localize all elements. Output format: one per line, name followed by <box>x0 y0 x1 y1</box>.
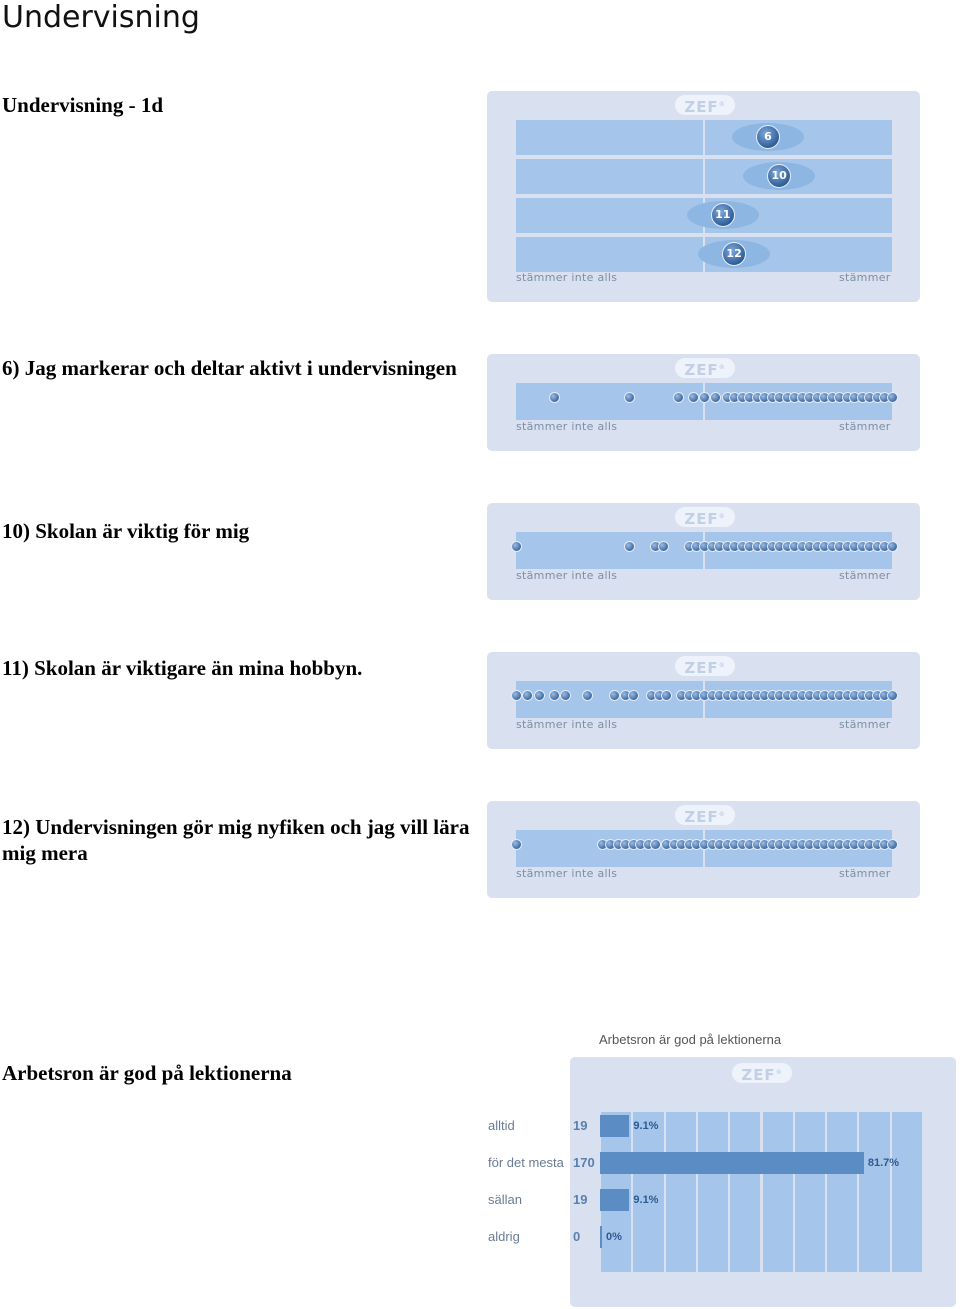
bar <box>600 1115 629 1137</box>
response-dot <box>624 541 635 552</box>
summary-chart-panel <box>487 91 920 302</box>
response-dot <box>624 392 635 403</box>
grid-column <box>633 1112 663 1272</box>
axis-label-left: stämmer inte alls <box>516 867 618 880</box>
axis-label-left: stämmer inte alls <box>516 569 618 582</box>
axis-label-right: stämmer <box>839 569 891 582</box>
question-badge-10: 10 <box>767 164 791 188</box>
response-dot <box>658 541 669 552</box>
grid-column <box>827 1112 857 1272</box>
grid-column <box>730 1112 760 1272</box>
response-dot <box>673 392 684 403</box>
page-title: Undervisning <box>2 0 200 35</box>
response-dot <box>887 392 898 403</box>
question-badge-6: 6 <box>756 125 780 149</box>
response-dot <box>549 392 560 403</box>
bar-count-label: 19 <box>573 1192 588 1207</box>
bar-count-label: 170 <box>573 1155 595 1170</box>
bar-percent-label: 0% <box>606 1231 622 1243</box>
bar-percent-label: 81.7% <box>867 1157 900 1169</box>
bar-percent-label: 9.1% <box>633 1194 659 1206</box>
axis-label-right: stämmer <box>839 718 891 731</box>
response-dot <box>699 392 710 403</box>
question-11-label: 11) Skolan är viktigare än mina hobbyn. <box>2 656 363 680</box>
question-10-label: 10) Skolan är viktig för mig <box>2 519 250 543</box>
bar-category-label: sällan <box>488 1192 522 1207</box>
axis-label-right: stämmer <box>839 271 891 284</box>
bar-count-label: 0 <box>573 1229 581 1244</box>
zef-logo: ZEF® <box>675 95 735 115</box>
response-dot <box>628 690 639 701</box>
zef-logo: ZEF® <box>675 358 735 378</box>
response-dot <box>534 690 545 701</box>
bar-count-label: 19 <box>573 1118 588 1133</box>
response-dot <box>609 690 620 701</box>
zef-logo: ZEF® <box>732 1063 792 1083</box>
question-6-label: 6) Jag markerar och deltar aktivt i undervisningen <box>2 356 457 380</box>
zef-logo: ZEF® <box>675 507 735 527</box>
question-11-chart <box>487 652 920 749</box>
bar-category-label: alltid <box>488 1118 515 1133</box>
bar <box>600 1152 864 1174</box>
response-dot <box>511 839 522 850</box>
bar-chart-title: Arbetsron är god på lektionerna <box>599 1032 782 1047</box>
question-badge-12: 12 <box>722 242 746 266</box>
grid-column <box>892 1112 922 1272</box>
response-dot <box>511 690 522 701</box>
summary-question-label: Undervisning - 1d <box>2 93 164 117</box>
grid-column <box>859 1112 889 1272</box>
response-dot <box>887 839 898 850</box>
response-dot <box>887 541 898 552</box>
question-10-chart <box>487 503 920 600</box>
bar-percent-label: 9.1% <box>633 1120 659 1132</box>
question-6-chart <box>487 354 920 451</box>
axis-label-right: stämmer <box>839 420 891 433</box>
grid-column <box>666 1112 696 1272</box>
zef-logo: ZEF® <box>675 805 735 825</box>
response-dot <box>887 690 898 701</box>
grid-column <box>763 1112 793 1272</box>
question-12-label: 12) Undervisningen gör mig nyfiken och jag vill lära mig mera <box>2 815 470 865</box>
bar <box>600 1226 602 1248</box>
response-dot <box>511 541 522 552</box>
axis-label-left: stämmer inte alls <box>516 271 618 284</box>
question-badge-11: 11 <box>711 203 735 227</box>
response-dot <box>549 690 560 701</box>
bar-category-label: aldrig <box>488 1229 520 1244</box>
axis-label-left: stämmer inte alls <box>516 718 618 731</box>
bar <box>600 1189 629 1211</box>
bar-section-heading: Arbetsron är god på lektionerna <box>2 1061 292 1085</box>
bar-category-label: för det mesta <box>488 1155 564 1170</box>
question-12-chart <box>487 801 920 898</box>
grid-column <box>795 1112 825 1272</box>
response-dot <box>560 690 571 701</box>
zef-logo: ZEF® <box>675 656 735 676</box>
grid-column <box>698 1112 728 1272</box>
response-dot <box>688 392 699 403</box>
axis-label-left: stämmer inte alls <box>516 420 618 433</box>
axis-label-right: stämmer <box>839 867 891 880</box>
